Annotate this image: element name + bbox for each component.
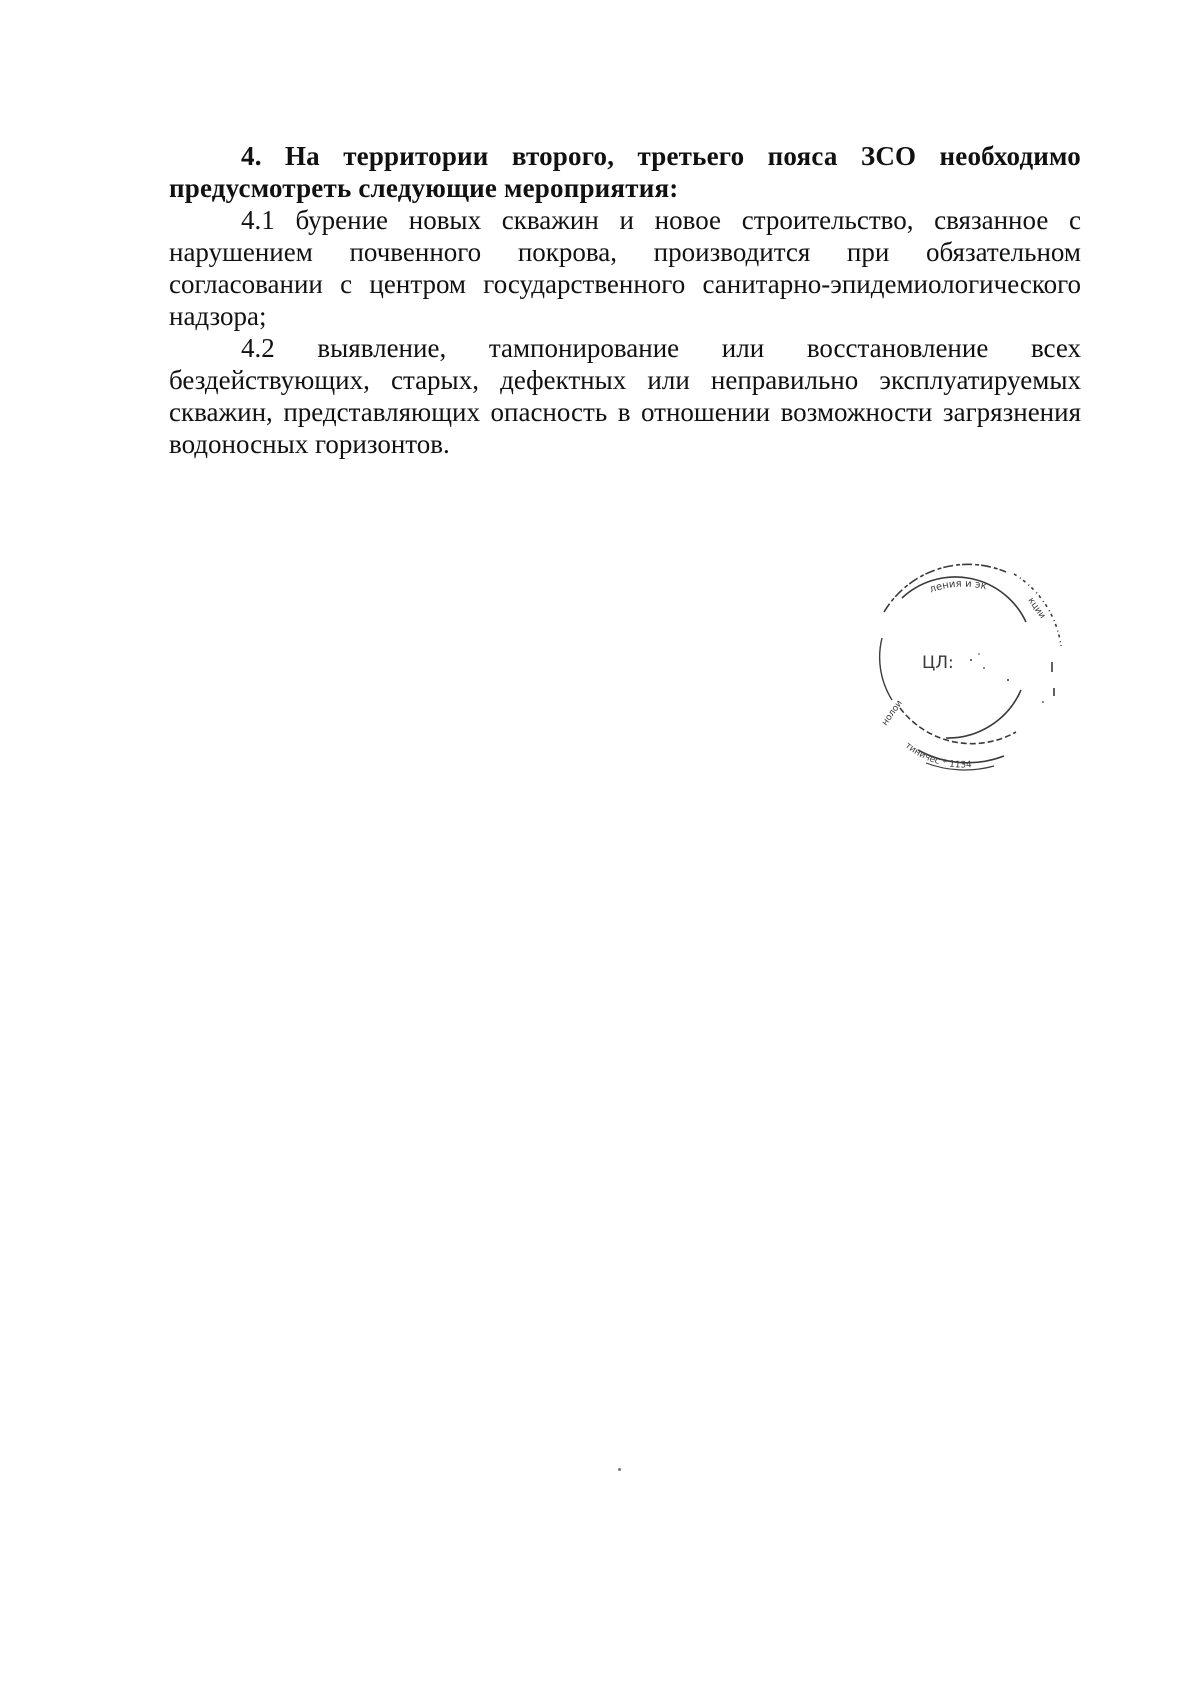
- page-speck: [618, 1468, 621, 1471]
- document-body: [169, 140, 1081, 460]
- stamp-seal: [856, 560, 1066, 800]
- list-item-4-1: 4.1 бурение новых скважин и новое строительство, связанное с нарушением почвенного покрова, производится при обязательном согласовании с центром государственного санитарно-эпидемиологического надзора;: [169, 205, 1081, 331]
- list-item-4-2: 4.2 выявление, тампонирование или восстановление всех бездействующих, старых, дефектных или неправильно эксплуатируемых скважин, представляющих опасность в отношении возможности загрязнения водоносных горизонтов.: [169, 333, 1081, 459]
- stamp-top-text: ления и эк: [928, 578, 988, 596]
- stamp-right-text: кции: [1025, 595, 1048, 621]
- official-stamp: [856, 560, 1066, 800]
- section-heading: 4. На территории второго, третьего пояса ЗСО необходимо предусмотреть следующие мероприятия:: [169, 141, 1081, 203]
- stamp-center-text: ЦЛ:: [922, 653, 954, 673]
- stamp-left-text: нолои: [880, 698, 905, 728]
- stamp-bottom-text: тиничес * 1134: [902, 740, 972, 771]
